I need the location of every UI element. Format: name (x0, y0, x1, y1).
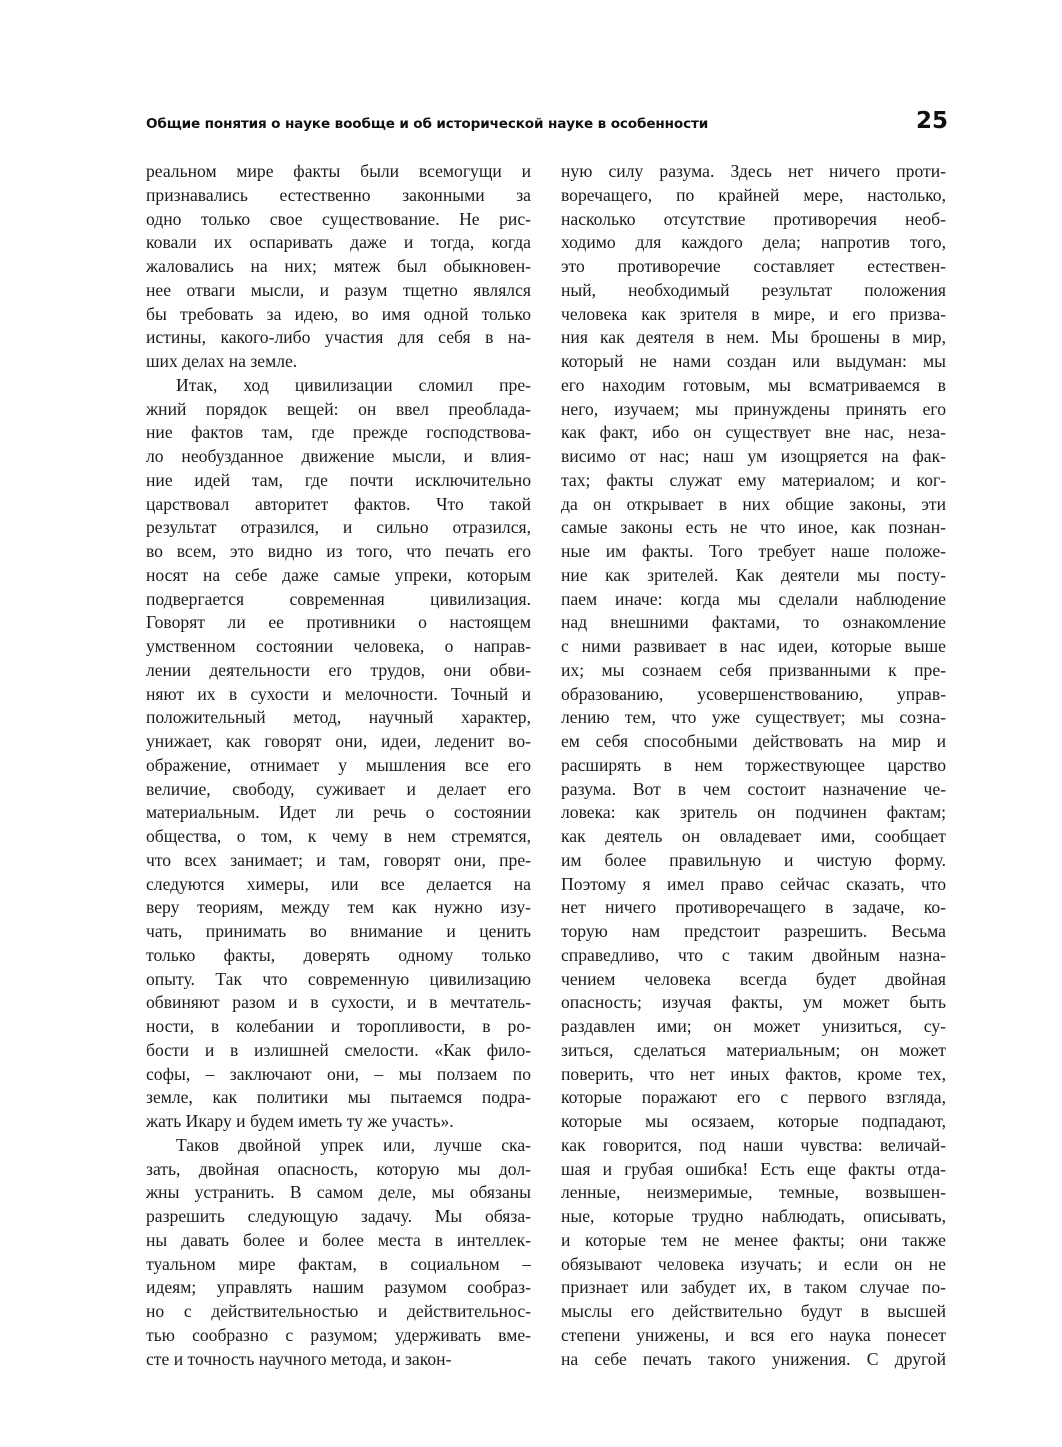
text-line: признает или забудет их, в таком случае по- (561, 1277, 946, 1298)
text-line: на себе печать такого унижения. С другой (561, 1348, 946, 1369)
text-line: жны устранить. В самом деле, мы обязаны (146, 1182, 531, 1203)
text-line: разума. Вот в чем состоит назначение че- (561, 778, 946, 799)
text-line: разрешить следующую задачу. Мы обяза- (146, 1206, 531, 1226)
text-line: ображение, отнимает у мышления все его (146, 754, 531, 775)
text-line: чать, принимать во внимание и ценить (146, 921, 531, 941)
text-line: во всем, это видно из того, что печать его (146, 541, 531, 561)
text-line: это противоречие составляет естествен- (561, 256, 946, 276)
left-text-column (146, 160, 531, 1371)
text-line: но с действительностью и действительнос- (146, 1301, 531, 1321)
text-line: с ними развивает в нас идеи, которые выше (561, 636, 946, 656)
text-line: софы, – заключают они, – мы ползаем по (146, 1063, 531, 1084)
text-line: и которые тем не менее факты; они также (561, 1229, 946, 1250)
text-line: как деятель он овладевает ими, сообщает (561, 826, 946, 846)
text-line: ный, необходимый результат положения (561, 279, 946, 300)
text-line: человека как зрителя в мире, и его призва- (561, 303, 946, 324)
text-line: которые мы осязаем, которые подпадают, (561, 1111, 946, 1131)
text-line: Итак, ход цивилизации сломил пре- (176, 374, 531, 395)
text-line: результат отразился, и сильно отразился, (146, 517, 531, 538)
text-line: жать Икару и будем иметь ту же участь». (146, 1111, 454, 1131)
text-line: царствовал авторитет фактов. Что такой (146, 493, 531, 514)
text-line: следуются химеры, или все делается на (146, 873, 531, 894)
text-line: паем иначе: когда мы сделали наблюдение (561, 588, 946, 609)
text-line: носят на себе даже самые упреки, которым (146, 564, 531, 585)
text-line: ные им факты. Того требует наше положе- (561, 541, 946, 561)
text-line: материальным. Идет ли речь о состоянии (146, 802, 531, 823)
text-line: чением человека всегда будет двойная (561, 968, 946, 989)
text-line: Таков двойной упрек или, лучше ска- (176, 1134, 531, 1155)
text-line: нее отваги мысли, и разум тщетно являлся (146, 279, 531, 300)
text-line: истины, какого-либо участия для себя в на- (146, 327, 531, 348)
text-line: признавались естественно законными за (146, 184, 531, 205)
text-line: ловека: как зритель он подчинен фактам; (561, 802, 946, 823)
text-line: бости и в излишней смелости. «Как фило- (146, 1039, 531, 1060)
text-line: идеям; управлять нашим разумом сообраз- (146, 1277, 531, 1298)
text-line: ленные, неизмеримые, темные, возвышен- (561, 1182, 946, 1203)
text-line: как факт, ибо он существует вне нас, неза- (561, 422, 946, 443)
text-line: ную силу разума. Здесь нет ничего проти- (561, 161, 946, 181)
text-line: расширять в нем торжествующее царство (561, 754, 946, 775)
text-line: самые законы есть не что иное, как познан- (561, 517, 946, 538)
text-line: мыслы его действительно будут в высшей (561, 1301, 946, 1321)
text-line: опыту. Так что современную цивилизацию (146, 968, 531, 989)
text-line: Поэтому я имел право сейчас сказать, что (561, 873, 946, 894)
text-line: ем себя способными действовать на мир и (561, 731, 946, 751)
text-line: ние идей там, где почти исключительно (146, 469, 531, 490)
running-title: Общие понятия о науке вообще и об исторической науке в особенности (146, 116, 709, 132)
text-line: умственном состоянии человека, о направ- (146, 636, 531, 656)
text-line: тах; факты служат ему материалом; и ког- (561, 469, 946, 490)
text-line: насколько отсутствие противоречия необ- (561, 208, 946, 229)
text-line: ходимо для каждого дела; напротив того, (561, 232, 946, 253)
text-line: одно только свое существование. Не рис- (146, 208, 531, 229)
text-line: ности, в колебании и торопливости, в ро- (146, 1016, 531, 1036)
text-line: нет ничего противоречащего в задаче, ко- (561, 897, 946, 918)
text-line: ны давать более и более места в интеллек- (146, 1229, 531, 1250)
text-line: зать, двойная опасность, которую мы дол- (146, 1158, 531, 1179)
text-line: что всех занимает; и там, говорят они, пре- (146, 849, 531, 870)
text-line: да он открывает в них общие законы, эти (561, 493, 946, 514)
text-line: земле, как политики мы пытаемся подра- (146, 1087, 531, 1108)
text-line: ковали их оспаривать даже и тогда, когда (146, 232, 531, 253)
text-line: висимо от нас; наш ум изощряется на фак- (561, 446, 946, 466)
text-line: положительный метод, научный характер, (146, 707, 531, 728)
text-line: няют их в сухости и мелочности. Точный и (146, 683, 531, 704)
text-line: поверить, что нет иных фактов, кроме тех, (561, 1063, 946, 1084)
text-line: бы требовать за идею, во имя одной только (146, 303, 531, 324)
text-line: ные, которые трудно наблюдать, описывать, (561, 1206, 946, 1226)
text-line: сте и точность научного метода, и закон- (146, 1348, 452, 1369)
text-line: зиться, сделаться материальным; он может (561, 1039, 946, 1060)
text-line: только факты, доверять одному только (146, 944, 531, 965)
text-line: жний порядок вещей: он ввел преоблада- (146, 398, 531, 419)
text-line: реальном мире факты были всемогущи и (146, 161, 531, 181)
text-line: как говорится, под наши чувства: величай- (561, 1134, 946, 1155)
text-line: ние как зрителей. Как деятели мы посту- (561, 564, 946, 585)
page-number: 25 (915, 108, 948, 134)
text-line: него, изучаем; мы принуждены принять его (561, 398, 946, 419)
text-line: шая и грубая ошибка! Есть еще факты отда- (561, 1158, 946, 1179)
text-line: ло необузданное движение мысли, и влия- (146, 446, 531, 466)
text-line: обязывают человека изучать; и если он не (561, 1253, 946, 1274)
text-line: его находим готовым, мы всматриваемся в (561, 374, 946, 395)
text-line: опасность; изучая факты, ум может быть (561, 992, 946, 1013)
right-text-column (561, 160, 946, 1371)
text-line: которые поражают его с первого взгляда, (561, 1087, 946, 1108)
text-line: ния как деятеля в нем. Мы брошены в мир, (561, 327, 946, 348)
text-line: тью сообразно с разумом; удерживать вме- (146, 1324, 531, 1345)
text-line: туальном мире фактам, в социальном – (146, 1253, 531, 1274)
text-line: Говорят ли ее противники о настоящем (146, 612, 531, 633)
text-line: веру теориям, между тем как нужно изу- (146, 897, 531, 918)
text-line: торую нам предстоит разрешить. Весьма (561, 921, 946, 941)
text-line: ших делах на земле. (146, 351, 298, 371)
text-line: унижает, как говорят они, идеи, леденит во- (146, 731, 531, 751)
text-line: общества, о том, к чему в нем стремятся, (146, 826, 531, 846)
text-line: величие, свободу, суживает и делает его (146, 778, 531, 799)
text-line: раздавлен ими; он может унизиться, су- (561, 1016, 946, 1036)
text-line: лении деятельности его трудов, они обви- (146, 659, 531, 680)
text-line: их; мы сознаем себя призванными к пре- (561, 659, 946, 680)
text-line: справедливо, что с таким двойным назна- (561, 944, 946, 965)
text-line: лению тем, что уже существует; мы созна- (561, 707, 946, 728)
text-line: подвергается современная цивилизация. (146, 588, 531, 609)
text-line: который не нами создан или выдуман: мы (561, 351, 946, 371)
text-line: над внешними фактами, то ознакомление (561, 612, 946, 633)
text-line: им более правильную и чистую форму. (561, 849, 946, 870)
text-line: воречащего, по крайней мере, настолько, (561, 184, 946, 205)
text-line: ние фактов там, где прежде господствова- (146, 422, 531, 443)
text-line: жаловались на них; мятеж был обыкновен- (146, 256, 531, 276)
text-line: образованию, усовершенствованию, управ- (561, 683, 946, 704)
text-line: степени унижены, и вся его наука понесет (561, 1324, 946, 1345)
text-line: обвиняют разом и в сухости, и в мечтатель- (146, 992, 531, 1013)
